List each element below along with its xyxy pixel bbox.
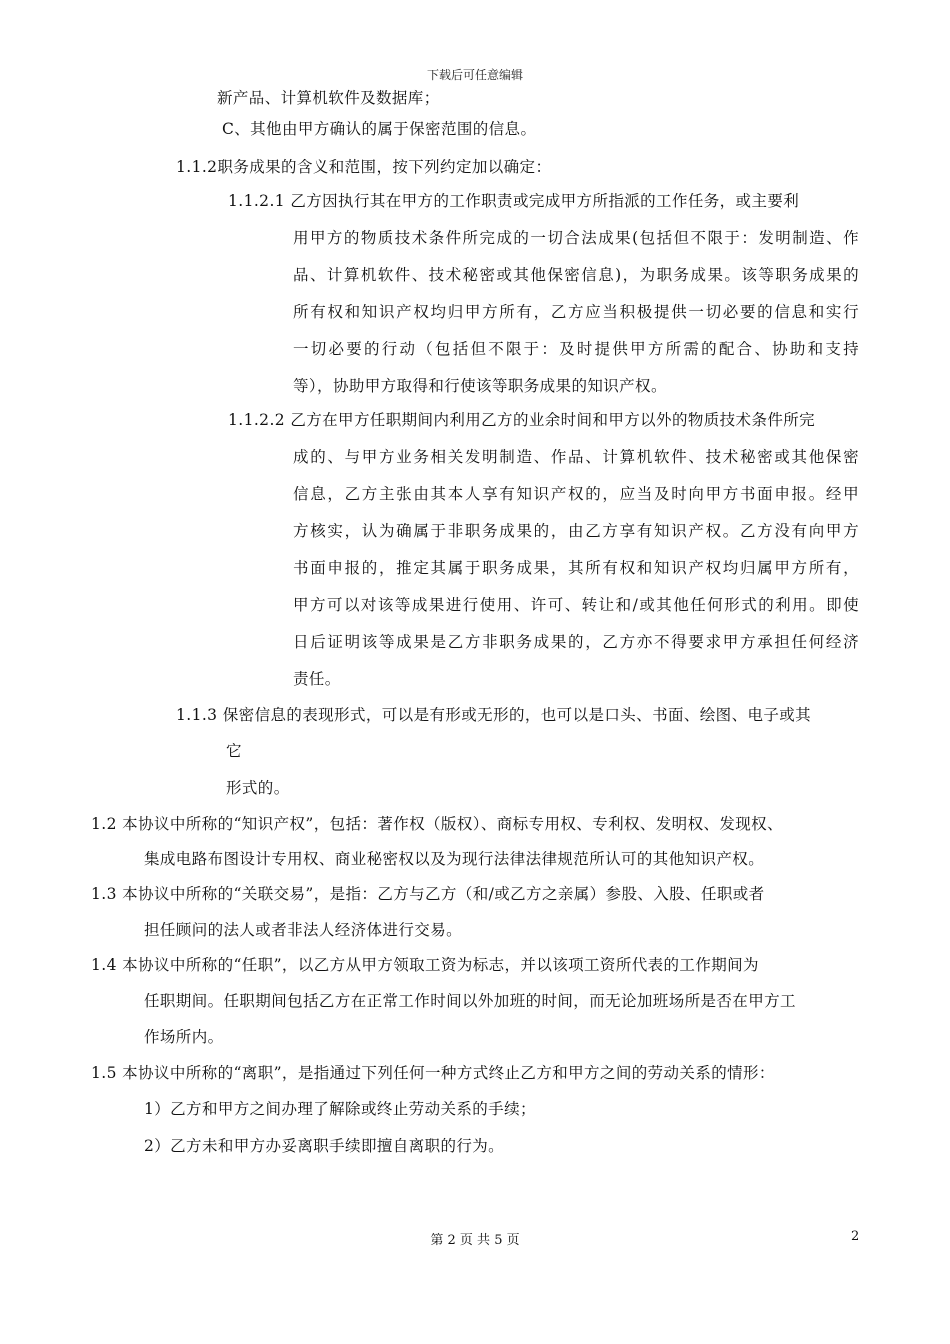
text-line: 2）乙方未和甲方办妥离职手续即擅自离职的行为。 (144, 1137, 505, 1155)
text-line: 担任顾问的法人或者非法人经济体进行交易。 (144, 921, 463, 939)
text-line: 成的、与甲方业务相关发明制造、作品、计算机软件、技术秘密或其他保密 (293, 448, 859, 466)
text-line: 它 (226, 742, 242, 760)
text-line: 方核实，认为确属于非职务成果的，由乙方享有知识产权。乙方没有向甲方 (293, 522, 859, 540)
text-line: 1.1.2.1 乙方因执行其在甲方的工作职责或完成甲方所指派的工作任务，或主要利 (228, 192, 800, 210)
text-line: C、其他由甲方确认的属于保密范围的信息。 (222, 120, 537, 138)
text-line: 作场所内。 (144, 1028, 224, 1046)
text-line: 一切必要的行动（包括但不限于：及时提供甲方所需的配合、协助和支持 (293, 340, 859, 358)
text-line: 日后证明该等成果是乙方非职务成果的，乙方亦不得要求甲方承担任何经济 (293, 633, 859, 651)
page-header: 下载后可任意编辑 (426, 68, 523, 82)
text-line: 所有权和知识产权均归甲方所有，乙方应当积极提供一切必要的信息和实行 (293, 303, 859, 321)
page-number: 2 (851, 1229, 860, 1244)
text-line: 形式的。 (226, 779, 290, 797)
text-line: 1.1.3 保密信息的表现形式，可以是有形或无形的，也可以是口头、书面、绘图、电子或其 (176, 706, 812, 724)
text-line: 1）乙方和甲方之间办理了解除或终止劳动关系的手续； (144, 1100, 536, 1118)
page-count-footer: 第 2 页 共 5 页 (430, 1233, 520, 1248)
text-line: 等），协助甲方取得和行使该等职务成果的知识产权。 (293, 377, 667, 395)
text-line: 用甲方的物质技术条件所完成的一切合法成果(包括但不限于：发明制造、作 (293, 229, 859, 247)
text-line: 任职期间。任职期间包括乙方在正常工作时间以外加班的时间，而无论加班场所是否在甲方工 (144, 992, 796, 1010)
text-line: 信息，乙方主张由其本人享有知识产权的，应当及时向甲方书面申报。经甲 (293, 485, 859, 503)
text-line: 1.1.2职务成果的含义和范围，按下列约定加以确定： (176, 158, 552, 176)
text-line: 书面申报的，推定其属于职务成果，其所有权和知识产权均归属甲方所有， (293, 559, 859, 577)
text-line: 1.3 本协议中所称的“关联交易”，是指：乙方与乙方（和/或乙方之亲属）参股、入股、任职或者 (91, 885, 765, 903)
text-line: 新产品、计算机软件及数据库； (217, 89, 440, 107)
text-line: 集成电路布图设计专用权、商业秘密权以及为现行法律法律规范所认可的其他知识产权。 (144, 850, 765, 868)
text-line: 1.1.2.2 乙方在甲方任职期间内利用乙方的业余时间和甲方以外的物质技术条件所完 (228, 411, 816, 429)
text-line: 1.4 本协议中所称的“任职”，以乙方从甲方领取工资为标志，并以该项工资所代表的工作期间为 (91, 956, 759, 974)
text-line: 1.5 本协议中所称的“离职”，是指通过下列任何一种方式终止乙方和甲方之间的劳动关系的情形： (91, 1064, 775, 1082)
text-line: 品、计算机软件、技术秘密或其他保密信息)，为职务成果。该等职务成果的 (293, 266, 859, 284)
text-line: 甲方可以对该等成果进行使用、许可、转让和/或其他任何形式的利用。即使 (293, 596, 859, 614)
text-line: 责任。 (293, 670, 341, 688)
text-line: 1.2 本协议中所称的“知识产权”，包括：著作权（版权）、商标专用权、专利权、发明权、发现权、 (91, 815, 783, 833)
